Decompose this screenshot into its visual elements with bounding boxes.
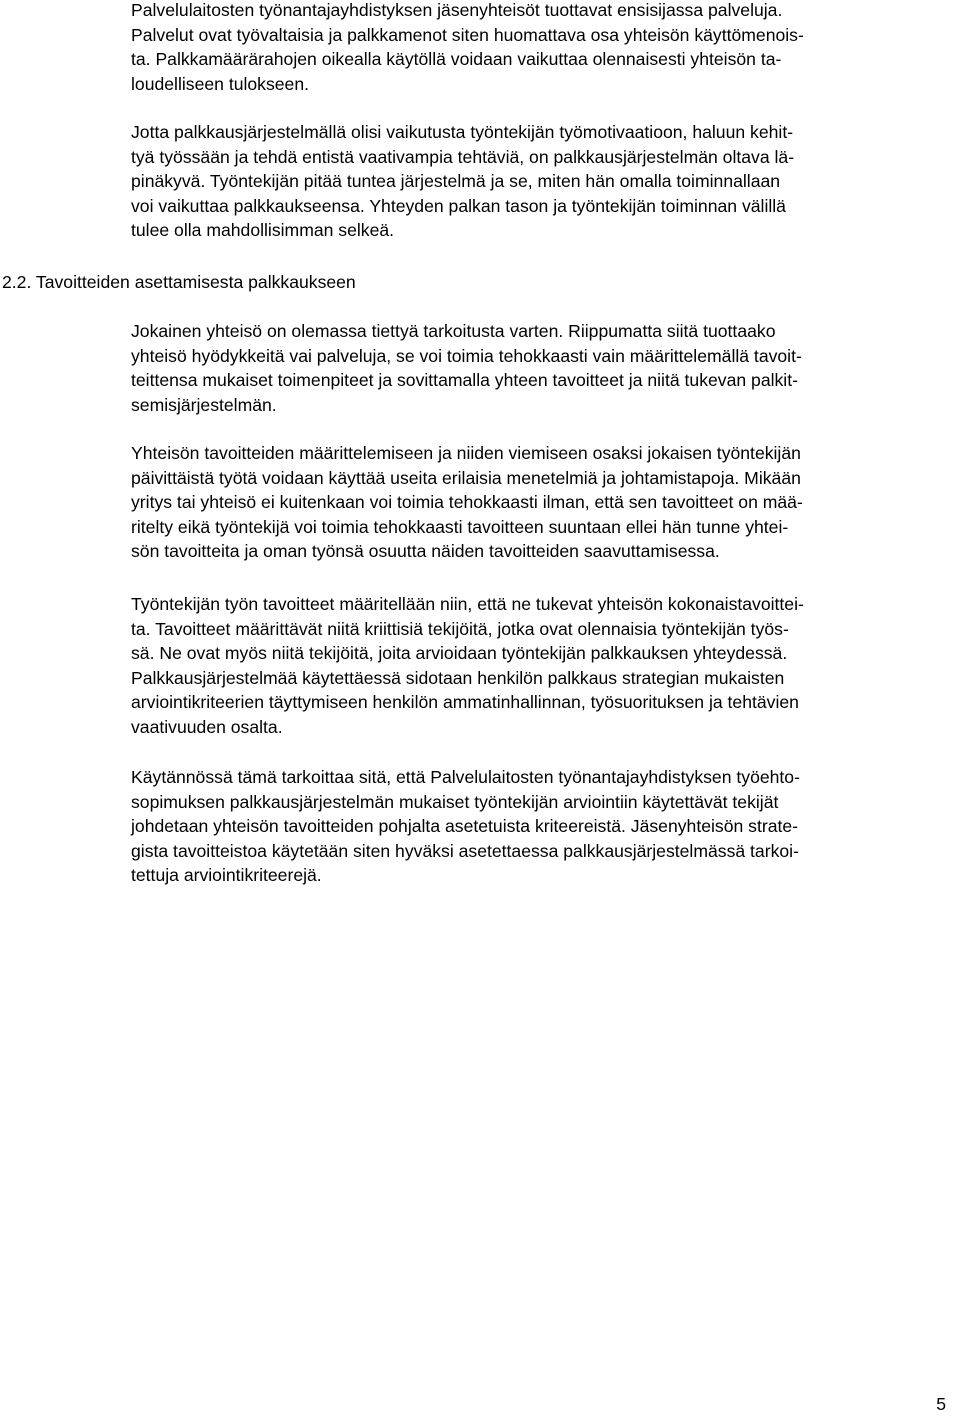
- text-line: teittensa mukaiset toimenpiteet ja sovittamalla yhteen tavoitteet ja niitä tukevan palkit-: [131, 370, 798, 391]
- paragraph-transparency: [131, 120, 794, 243]
- text-line: gista tavoitteistoa käytetään siten hyväksi asetettaessa palkkausjärjestelmässä tarkoi-: [131, 840, 799, 861]
- text-line: Jotta palkkausjärjestelmällä olisi vaikutusta työntekijän työmotivaatioon, haluun kehit-: [131, 122, 794, 142]
- text-line: ta. Palkkamäärärahojen oikealla käytöllä voidaan vaikuttaa olennaisesti yhteisön ta-: [131, 49, 782, 70]
- text-line: sön tavoitteita ja oman työnsä osuutta näiden tavoitteiden saavuttamisessa.: [131, 541, 720, 562]
- paragraph-salary-costs: [131, 0, 804, 96]
- text-line: pinäkyvä. Työntekijän pitää tuntea järjestelmä ja se, miten hän omalla toiminnallaan: [131, 171, 781, 192]
- text-line: Työntekijän työn tavoitteet määritellään niin, että ne tukevat yhteisön kokonaistavoittei-: [131, 594, 804, 614]
- text-line: yhteisö hyödykkeitä vai palveluja, se voi toimia tehokkaasti vain määrittelemällä tavoit-: [131, 345, 802, 366]
- paragraph-in-practice: [131, 765, 800, 888]
- text-line: ritelty eikä työntekijä voi toimia tehokkaasti tavoitteen suuntaan ellei hän tunne yhtei-: [131, 516, 789, 537]
- text-line: Palvelulaitosten työnantajayhdistyksen jäsenyhteisöt tuottavat ensisijassa palveluja.: [131, 0, 783, 20]
- text-line: Käytännössä tämä tarkoittaa sitä, että Palvelulaitosten työnantajayhdistyksen työehto-: [131, 767, 800, 787]
- text-line: arviointikriteerien täyttymiseen henkilön ammatinhallinnan, työsuorituksen ja tehtävien: [131, 692, 799, 713]
- text-line: Yhteisön tavoitteiden määrittelemiseen ja niiden viemiseen osaksi jokaisen työntekijän: [131, 443, 801, 463]
- text-line: tulee olla mahdollisimman selkeä.: [131, 220, 395, 241]
- text-line: tyä työssään ja tehdä entistä vaativampia tehtäviä, on palkkausjärjestelmän oltava lä-: [131, 146, 795, 167]
- text-line: Palkkausjärjestelmää käytettäessä sidotaan henkilön palkkaus strategian mukaisten: [131, 667, 785, 688]
- section-heading: 2.2. Tavoitteiden asettamisesta palkkaukseen: [2, 272, 356, 292]
- text-line: ta. Tavoitteet määrittävät niitä kriittisiä tekijöitä, jotka ovat olennaisia työntekijän työs-: [131, 618, 789, 639]
- paragraph-employee-goals: [131, 592, 804, 740]
- paragraph-goal-definition: [131, 441, 803, 564]
- text-line: vaativuuden osalta.: [131, 716, 283, 737]
- paragraph-purpose: [131, 319, 802, 417]
- text-line: päivittäistä työtä voidaan käyttää useita erilaisia menetelmiä ja johtamistapoja. Mikään: [131, 467, 801, 488]
- text-line: Palvelut ovat työvaltaisia ja palkkamenot siten huomattava osa yhteisön käyttömenois-: [131, 24, 804, 45]
- text-line: semisjärjestelmän.: [131, 394, 277, 415]
- page-number: 5: [936, 1394, 946, 1414]
- text-line: voi vaikuttaa palkkaukseensa. Yhteyden palkan tason ja työntekijän toiminnan välillä: [131, 195, 786, 216]
- text-line: johdetaan yhteisön tavoitteiden pohjalta asetetuista kriteereistä. Jäsenyhteisön strate-: [131, 816, 799, 837]
- text-line: tettuja arviointikriteerejä.: [131, 865, 322, 886]
- text-line: yritys tai yhteisö ei kuitenkaan voi toimia tehokkaasti ilman, että sen tavoitteet on mää-: [131, 492, 803, 513]
- text-line: sä. Ne ovat myös niitä tekijöitä, joita arvioidaan työntekijän palkkauksen yhteydessä.: [131, 643, 788, 664]
- text-line: sopimuksen palkkausjärjestelmän mukaiset työntekijän arviointiin käytettävät tekijät: [131, 791, 779, 812]
- text-line: Jokainen yhteisö on olemassa tiettyä tarkoitusta varten. Riippumatta siitä tuottaako: [131, 321, 776, 341]
- text-line: loudelliseen tulokseen.: [131, 73, 310, 94]
